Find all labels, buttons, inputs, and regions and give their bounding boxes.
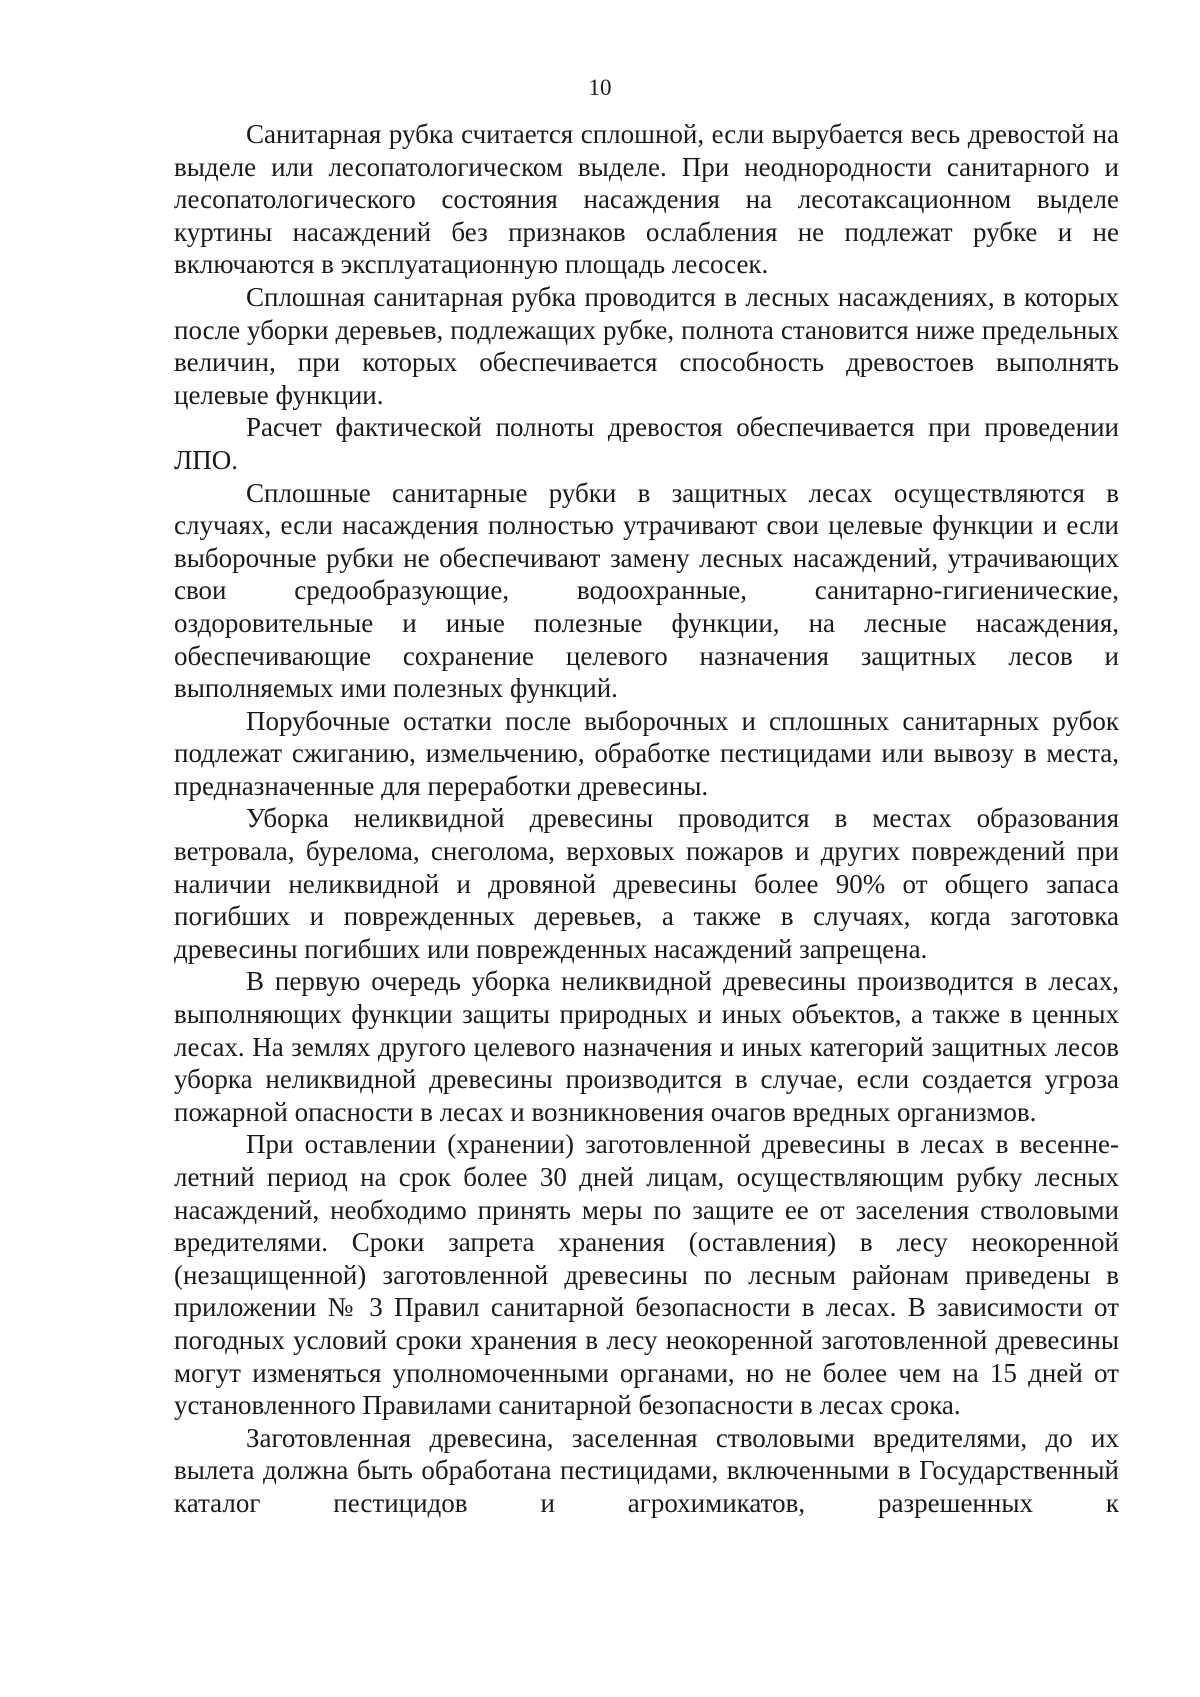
paragraph: Порубочные остатки после выборочных и сплошных санитарных рубок подлежат сжиганию, измельчению, обработке пестицидами или вывозу в места, предназначенные для переработки древесины. xyxy=(174,705,1119,801)
paragraph: При оставлении (хранении) заготовленной древесины в лесах в весенне-летний период на срок более 30 дней лицам, осуществляющим рубку лесных насаждений, необходимо принять меры по защите ее от заселения стволовыми вредителями. Сроки запрета хранения (оставления) в лесу неокоренной (незащищенной) заготовленной древесины по лесным районам приведены в приложении № 3 Правил санитарной безопасности в лесах. В зависимости от погодных условий сроки хранения в лесу неокоренной заготовленной древесины могут изменяться уполномоченными органами, но не более чем на 15 дней от установленного Правилами санитарной безопасности в лесах срока. xyxy=(174,1129,1119,1421)
paragraph: Заготовленная древесина, заселенная стволовыми вредителями, до их вылета должна быть обработана пестицидами, включенными в Государственный каталог пестицидов и агрохимикатов, разрешенных к xyxy=(174,1422,1119,1518)
paragraph: Расчет фактической полноты древостоя обеспечивается при проведении ЛПО. xyxy=(174,412,1119,475)
paragraph: Санитарная рубка считается сплошной, если вырубается весь древостой на выделе или лесопатологическом выделе. При неоднородности санитарного и лесопатологического состояния насаждения на лесотаксационном выделе куртины насаждений без признаков ослабления не подлежат рубке и не включаются в эксплуатационную площадь лесосек. xyxy=(174,119,1119,280)
paragraph: В первую очередь уборка неликвидной древесины производится в лесах, выполняющих функции защиты природных и иных объектов, а также в ценных лесах. На землях другого целевого назначения и иных категорий защитных лесов уборка неликвидной древесины производится в случае, если создается угроза пожарной опасности в лесах и возникновения очагов вредных организмов. xyxy=(174,966,1119,1127)
paragraph: Уборка неликвидной древесины проводится в местах образования ветровала, бурелома, снеголома, верховых пожаров и других повреждений при наличии неликвидной и дровяной древесины более 90% от общего запаса погибших и поврежденных деревьев, а также в случаях, когда заготовка древесины погибших или поврежденных насаждений запрещена. xyxy=(174,803,1119,964)
paragraph: Сплошная санитарная рубка проводится в лесных насаждениях, в которых после уборки деревьев, подлежащих рубке, полнота становится ниже предельных величин, при которых обеспечивается способность древостоев выполнять целевые функции. xyxy=(174,281,1119,410)
paragraph: Сплошные санитарные рубки в защитных лесах осуществляются в случаях, если насаждения полностью утрачивают свои целевые функции и если выборочные рубки не обеспечивают замену лесных насаждений, утрачивающих свои средообразующие, водоохранные, санитарно-гигиенические, оздоровительные и иные полезные функции, на лесные насаждения, обеспечивающие сохранение целевого назначения защитных лесов и выполняемых ими полезных функций. xyxy=(174,477,1119,704)
page-number: 10 xyxy=(588,75,612,100)
document-body xyxy=(174,118,1119,1520)
